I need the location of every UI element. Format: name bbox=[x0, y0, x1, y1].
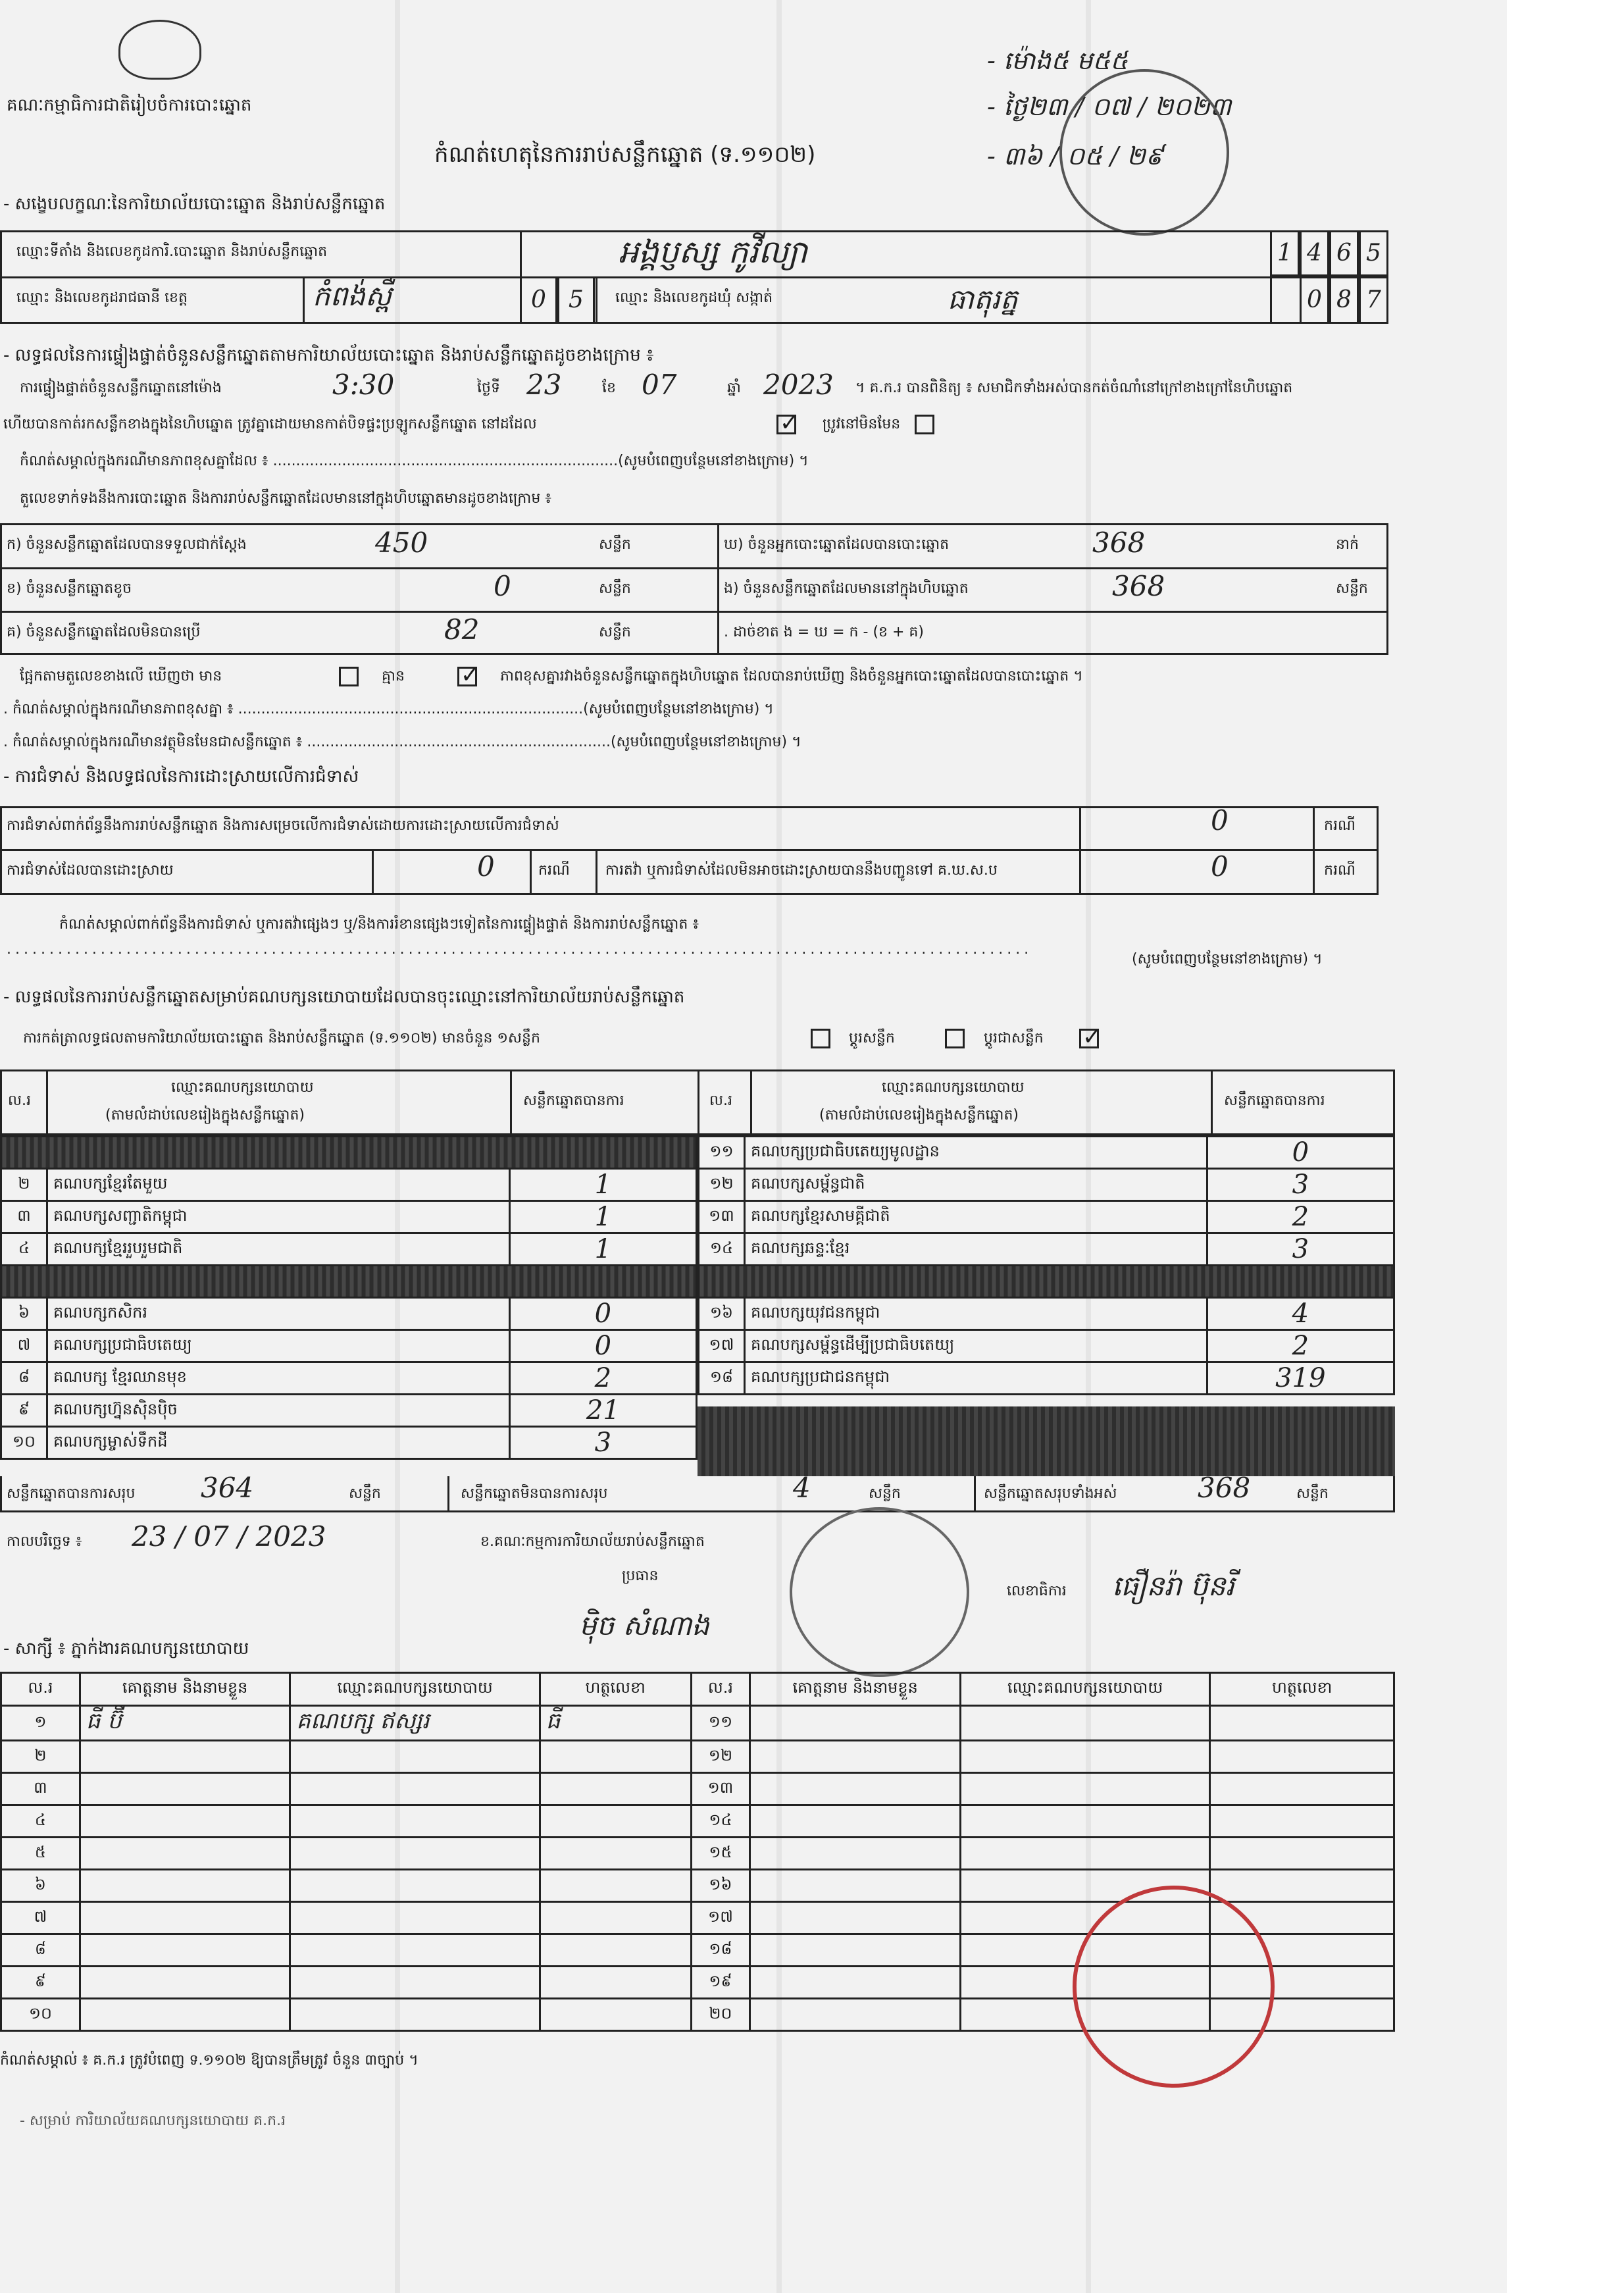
voters-count-value: 368 bbox=[1092, 527, 1146, 559]
party-name: គណបក្សឆន្ទៈខ្មែរ bbox=[744, 1233, 1207, 1266]
witness-party bbox=[290, 1805, 540, 1838]
witness-name bbox=[80, 1741, 290, 1773]
section5-heading: - សាក្សី ៖ ភ្នាក់ងារគណបក្សនយោបាយ bbox=[3, 1639, 249, 1659]
witness-row bbox=[1, 1706, 1394, 1741]
committee-label: ខ.គណៈកម្មការការិយាល័យរាប់សន្លឹកឆ្នោត bbox=[480, 1533, 705, 1550]
unit-case: ករណី bbox=[538, 862, 570, 879]
result-row bbox=[699, 1330, 1394, 1362]
unused-rows-shading bbox=[698, 1406, 1395, 1476]
date-label: កាលបរិច្ឆេទ ៖ bbox=[7, 1533, 82, 1550]
party-votes: 0 bbox=[509, 1330, 696, 1362]
unit-ballot: សន្លឹក bbox=[599, 580, 631, 597]
witness-party bbox=[290, 1967, 540, 1999]
verify-time-label: ការផ្ទៀងផ្ទាត់ចំនួនសន្លឹកឆ្នោតនៅម៉ោង bbox=[20, 380, 222, 396]
party-number: ១៦ bbox=[699, 1298, 745, 1330]
pages-one-checkbox[interactable] bbox=[811, 1029, 830, 1048]
party-votes: 1 bbox=[509, 1233, 696, 1266]
agency-name: គណៈកម្មាធិការជាតិរៀបចំការបោះឆ្នោត bbox=[7, 95, 252, 115]
witness-name bbox=[80, 1805, 290, 1838]
pages-three-label: ប្តូរជាសន្លឹក bbox=[984, 1030, 1044, 1046]
verify-month: 07 bbox=[642, 369, 677, 401]
unresolved-label: ការតវ៉ា ឬការជំទាស់ដែលមិនអាចដោះស្រាយបាននឹងបញ្ជូនទៅ គ.ឃ.ស.ប bbox=[605, 862, 998, 879]
witness-signature bbox=[1210, 1870, 1394, 1902]
result-row bbox=[699, 1362, 1394, 1395]
withdrawn-party-shading bbox=[1, 1266, 697, 1298]
chair-name: ម៉ិច សំណាង bbox=[579, 1609, 709, 1641]
witness-name bbox=[80, 1967, 290, 1999]
discrepancy-note: . កំណត់សម្គាល់ក្នុងករណីមានភាពខុសគ្នា ៖ ...........................................................................(សូមបំពេញបន្ថែមនៅខាងក្រោម) ។ bbox=[3, 701, 774, 717]
handwritten-ref-2: - ថ្ងៃ២៣ / ០៧ / ២០២៣ bbox=[987, 92, 1232, 121]
unit-ballot: សន្លឹក bbox=[1336, 580, 1368, 597]
witness-signature bbox=[540, 1967, 691, 1999]
party-name: គណបក្សខ្មែរតែមួយ bbox=[47, 1169, 509, 1201]
party-name: គណបក្សខ្មែរសាមគ្គីជាតិ bbox=[744, 1201, 1207, 1233]
witness-col-header: ឈ្មោះគណបក្សនយោបាយ bbox=[290, 1673, 540, 1706]
province-label: ឈ្មោះ និងលេខកូដរាជធានី ខេត្ត bbox=[16, 290, 188, 306]
party-votes: 0 bbox=[1207, 1137, 1394, 1169]
witness-party bbox=[290, 1773, 540, 1805]
party-name: គណបក្សប្រជាធិបតេយ្យ bbox=[47, 1330, 509, 1362]
commune-value: ធាតុរត្ន bbox=[948, 283, 1018, 315]
unit-ballot: សន្លឹក bbox=[599, 536, 631, 553]
discrepancy-intro: ផ្អែកតាមតួលេខខាងលើ ឃើញថា មាន bbox=[20, 668, 222, 684]
results-right-table bbox=[698, 1135, 1395, 1395]
witness-col-header: ល.រ bbox=[1, 1673, 80, 1706]
witness-col-header: ហត្ថលេខា bbox=[540, 1673, 691, 1706]
verify-day: 23 bbox=[526, 369, 562, 401]
witness-row bbox=[1, 1773, 1394, 1805]
col-party-sub: (តាមលំដាប់លេខរៀងក្នុងសន្លឹកឆ្នោត) bbox=[105, 1107, 305, 1123]
witness-party bbox=[960, 1773, 1209, 1805]
witness-name bbox=[80, 1902, 290, 1934]
witness-name bbox=[80, 1773, 290, 1805]
handwritten-ref-3: - ៣៦ / ០៥ / ២៩ bbox=[987, 142, 1163, 170]
unit-ballot: សន្លឹក bbox=[599, 624, 631, 640]
party-number: ១៧ bbox=[699, 1330, 745, 1362]
party-number: ២ bbox=[1, 1169, 47, 1201]
red-official-seal bbox=[1073, 1886, 1275, 2088]
nec-emblem bbox=[118, 20, 201, 80]
code-digit: 7 bbox=[1359, 276, 1388, 324]
result-row bbox=[1, 1330, 697, 1362]
footer-note: កំណត់សម្គាល់ ៖ គ.ក.រ ត្រូវបំពេញ ទ.១១០២ ឱ្យបានត្រឹមត្រូវ ចំនួន ៣ច្បាប់ ។ bbox=[0, 2052, 419, 2069]
witness-name bbox=[750, 1967, 961, 1999]
sum-invalid: 4 bbox=[793, 1472, 811, 1504]
col-party: ឈ្មោះគណបក្សនយោបាយ bbox=[882, 1079, 1025, 1096]
witness-name bbox=[750, 1838, 961, 1870]
form-title: កំណត់ហេតុនៃការរាប់សន្លឹកឆ្នោត (ទ.១១០២) bbox=[434, 142, 816, 168]
witness-signature bbox=[540, 1934, 691, 1967]
party-votes: 3 bbox=[1207, 1169, 1394, 1201]
witness-party bbox=[960, 1706, 1209, 1741]
party-name: គណបក្សហ្វ៊ុនស៊ិនប៉ិច bbox=[47, 1395, 509, 1427]
witness-signature bbox=[1210, 1741, 1394, 1773]
pages-intro: ការកត់ត្រាលទ្ធផលតាមការិយាល័យបោះឆ្នោត និងរាប់សន្លឹកឆ្នោត (ទ.១១០២) មានចំនួន ១សន្លឹក bbox=[23, 1030, 540, 1046]
section1-heading: - សង្ខេបលក្ខណៈនៃការិយាល័យបោះឆ្នោត និងរាប់សន្លឹកឆ្នោត bbox=[3, 194, 386, 214]
sum-valid: 364 bbox=[201, 1472, 254, 1504]
party-name: គណបក្សប្រជាជនកម្ពុជា bbox=[744, 1362, 1207, 1395]
seal-intact-no-label: ប្រូវនៅមិនមែន bbox=[823, 416, 901, 432]
verify-year: 2023 bbox=[763, 369, 834, 401]
party-votes: 4 bbox=[1207, 1298, 1394, 1330]
footer-note-2: - សម្រាប់ ការិយាល័យគណបក្សនយោបាយ គ.ក.រ bbox=[20, 2113, 286, 2129]
witness-signature bbox=[540, 1773, 691, 1805]
witness-number: ២ bbox=[1, 1741, 80, 1773]
witness-col-header: ល.រ bbox=[691, 1673, 750, 1706]
party-name: គណបក្សប្រជាធិបតេយ្យមូលដ្ឋាន bbox=[744, 1137, 1207, 1169]
party-votes: 3 bbox=[509, 1427, 696, 1459]
top-right-stamp bbox=[1059, 69, 1229, 236]
witness-number: ១ bbox=[1, 1706, 80, 1741]
party-number: ៧ bbox=[1, 1330, 47, 1362]
party-votes: 3 bbox=[1207, 1233, 1394, 1266]
pages-two-label: ប្តូរសន្លឹក bbox=[849, 1030, 895, 1046]
party-number: ៤ bbox=[1, 1233, 47, 1266]
voters-count-label: ឃ) ចំនួនអ្នកបោះឆ្នោតដែលបានបោះឆ្នោត bbox=[724, 536, 950, 553]
witness-signature bbox=[1210, 1773, 1394, 1805]
ballots-in-box-label: ង) ចំនួនសន្លឹកឆ្នោតដែលមាននៅក្នុងហិបឆ្នោត bbox=[724, 580, 969, 597]
result-row bbox=[699, 1233, 1394, 1266]
witness-party: គណបក្ស ឥស្សរ bbox=[290, 1706, 540, 1741]
verify-day-label: ថ្ងៃទី bbox=[477, 380, 500, 396]
code-digit: 5 bbox=[557, 276, 595, 324]
sum-total-label: សន្លឹកឆ្នោតសរុបទាំងអស់ bbox=[984, 1485, 1117, 1502]
foreign-object-note: . កំណត់សម្គាល់ក្នុងករណីមានវត្ថុមិនមែនជាសន្លឹកឆ្នោត ៖ ..................................................................(សូមបំពេញបន្ថែមនៅខាងក្រោម) ។ bbox=[3, 734, 801, 750]
witness-number: ៩ bbox=[1, 1967, 80, 1999]
result-row bbox=[699, 1201, 1394, 1233]
result-row bbox=[1, 1233, 697, 1266]
witness-party bbox=[960, 1805, 1209, 1838]
witness-signature bbox=[540, 1999, 691, 2031]
witness-signature: ធី bbox=[540, 1706, 691, 1741]
unit-case: ករណី bbox=[1324, 817, 1356, 834]
witness-number: ១៦ bbox=[691, 1870, 750, 1902]
complaints-label: ការជំទាស់ពាក់ព័ន្ធនឹងការរាប់សន្លឹកឆ្នោត និងការសម្រេចលើការជំទាស់ដោយការដោះស្រាយលើការជំទាស់ bbox=[7, 817, 559, 834]
witness-number: ១៩ bbox=[691, 1967, 750, 1999]
unit-ballot: សន្លឹក bbox=[349, 1485, 381, 1502]
spoiled-ballots-label: ខ) ចំនួនសន្លឹកឆ្នោតខូច bbox=[7, 580, 132, 597]
witness-name bbox=[80, 1870, 290, 1902]
witness-signature bbox=[540, 1870, 691, 1902]
sum-invalid-label: សន្លឹកឆ្នោតមិនបានការសរុប bbox=[461, 1485, 608, 1502]
witness-signature bbox=[540, 1838, 691, 1870]
result-row bbox=[1, 1266, 697, 1298]
witness-name bbox=[750, 1773, 961, 1805]
code-digit: 4 bbox=[1300, 230, 1329, 276]
discrepancy-no-checkbox[interactable] bbox=[457, 667, 477, 686]
witness-signature bbox=[1210, 1838, 1394, 1870]
pages-three-checkbox[interactable] bbox=[1079, 1029, 1099, 1048]
party-name: គណបក្សម្ចាស់ទឹកដី bbox=[47, 1427, 509, 1459]
resolved-label: ការជំទាស់ដែលបានដោះស្រាយ bbox=[7, 862, 174, 879]
party-number: ៣ bbox=[1, 1201, 47, 1233]
complaints-note-end: (សូមបំពេញបន្ថែមនៅខាងក្រោម) ។ bbox=[1132, 951, 1323, 967]
witness-number: ១០ bbox=[1, 1999, 80, 2031]
verify-line1-tail: ។ គ.ក.រ បានពិនិត្យ ៖ សមាជិកទាំងអស់បានកត់ចំណាំនៅក្រៅខាងក្រៅនៃហិបឆ្នោត bbox=[855, 380, 1293, 396]
ballots-in-box-value: 368 bbox=[1112, 570, 1165, 602]
result-row bbox=[1, 1169, 697, 1201]
witness-name bbox=[750, 1999, 961, 2031]
witness-number: ១៨ bbox=[691, 1934, 750, 1967]
witness-number: ៦ bbox=[1, 1870, 80, 1902]
party-votes: 2 bbox=[1207, 1330, 1394, 1362]
witness-row bbox=[1, 1805, 1394, 1838]
result-row bbox=[699, 1137, 1394, 1169]
witness-number: ១៧ bbox=[691, 1902, 750, 1934]
handwritten-ref-1: - ម៉ោង៥ ម៥៥ bbox=[987, 46, 1129, 75]
party-votes: 2 bbox=[1207, 1201, 1394, 1233]
seal-intact-no-checkbox[interactable] bbox=[915, 415, 934, 434]
complaints-note: កំណត់សម្គាល់ពាក់ព័ន្ធនឹងការជំទាស់ ឬការតវ៉ាផ្សេងៗ ឬ/និងការរំខានផ្សេងៗទៀតនៃការផ្ទៀងផ្ទាត់ និងការរាប់សន្លឹកឆ្នោត ៖ bbox=[59, 916, 699, 933]
result-row bbox=[699, 1169, 1394, 1201]
code-digit: 8 bbox=[1329, 276, 1359, 324]
witness-party bbox=[290, 1902, 540, 1934]
party-number: ១២ bbox=[699, 1169, 745, 1201]
witness-number: ១៣ bbox=[691, 1773, 750, 1805]
discrepancy-yes-checkbox[interactable] bbox=[339, 667, 359, 686]
witness-party bbox=[960, 1741, 1209, 1773]
party-name: គណបក្សកសិករ bbox=[47, 1298, 509, 1330]
code-digit: 5 bbox=[1359, 230, 1388, 276]
secretary-name: ធឿនរ៉ា ប៊ុនរី bbox=[1112, 1570, 1234, 1602]
result-row bbox=[1, 1427, 697, 1459]
party-number: ១១ bbox=[699, 1137, 745, 1169]
section4-heading: - លទ្ធផលនៃការរាប់សន្លឹកឆ្នោតសម្រាប់គណបក្សនយោបាយដែលបានចុះឈ្មោះនៅការិយាល័យរាប់សន្លឹកឆ្នោត bbox=[3, 987, 685, 1007]
witness-number: ៤ bbox=[1, 1805, 80, 1838]
witness-party bbox=[960, 1838, 1209, 1870]
witness-header-row bbox=[1, 1673, 1394, 1706]
col-no: ល.រ bbox=[8, 1093, 31, 1109]
witness-signature bbox=[540, 1805, 691, 1838]
sum-total: 368 bbox=[1198, 1472, 1251, 1504]
witness-number: ១៤ bbox=[691, 1805, 750, 1838]
formula: . ដាច់ខាត ង = ឃ = ក - (ខ + គ) bbox=[724, 624, 924, 640]
witness-number: ៥ bbox=[1, 1838, 80, 1870]
party-number: ៩ bbox=[1, 1395, 47, 1427]
discrepancy-no-label: គ្មាន bbox=[382, 668, 405, 684]
party-number: ៨ bbox=[1, 1362, 47, 1395]
party-name: គណបក្សយុវជនកម្ពុជា bbox=[744, 1298, 1207, 1330]
resolved-value: 0 bbox=[477, 850, 495, 883]
witness-col-header: គោត្តនាម និងនាមខ្លួន bbox=[750, 1673, 961, 1706]
chair-label: ប្រធាន bbox=[622, 1568, 659, 1584]
party-number: ១៨ bbox=[699, 1362, 745, 1395]
spoiled-ballots-value: 0 bbox=[494, 570, 511, 602]
result-row bbox=[699, 1298, 1394, 1330]
witness-name bbox=[80, 1999, 290, 2031]
party-votes: 1 bbox=[509, 1201, 696, 1233]
witness-party bbox=[290, 1934, 540, 1967]
verify-year-label: ឆ្នាំ bbox=[727, 380, 741, 396]
witness-number: ៧ bbox=[1, 1902, 80, 1934]
witness-name bbox=[750, 1805, 961, 1838]
witness-signature bbox=[540, 1902, 691, 1934]
party-name: គណបក្សសម្ព័ន្ធជាតិ bbox=[744, 1169, 1207, 1201]
party-number: ១៤ bbox=[699, 1233, 745, 1266]
withdrawn-party-shading bbox=[699, 1266, 1394, 1298]
verify-line2: ហើយបានកាត់រកសន្លឹកខាងក្នុងនៃហិបឆ្នោត ត្រូវគ្នាដោយមានកាត់បិទផ្ទះប្រឡូកសន្លឹកឆ្នោត នៅដដែល bbox=[3, 416, 537, 432]
witness-name: ធី ប៊ី bbox=[80, 1706, 290, 1741]
results-left-table bbox=[0, 1135, 698, 1460]
result-row bbox=[1, 1137, 697, 1169]
result-row bbox=[1, 1298, 697, 1330]
col-votes: សន្លឹកឆ្នោតបានការ bbox=[1224, 1093, 1325, 1109]
result-row bbox=[699, 1266, 1394, 1298]
party-votes: 0 bbox=[509, 1298, 696, 1330]
witness-party bbox=[290, 1741, 540, 1773]
witness-number: ៨ bbox=[1, 1934, 80, 1967]
unit-ballot: សន្លឹក bbox=[869, 1485, 901, 1502]
sum-valid-label: សន្លឹកឆ្នោតបានការសរុប bbox=[7, 1485, 136, 1502]
party-votes: 1 bbox=[509, 1169, 696, 1201]
party-name: គណបក្សសញ្ជាតិកម្ពុជា bbox=[47, 1201, 509, 1233]
witness-name bbox=[750, 1870, 961, 1902]
party-number: ១០ bbox=[1, 1427, 47, 1459]
party-name: គណបក្សសម្ព័ន្ធដើម្បីប្រជាធិបតេយ្យ bbox=[744, 1330, 1207, 1362]
col-votes: សន្លឹកឆ្នោតបានការ bbox=[523, 1093, 624, 1109]
unused-ballots-label: គ) ចំនួនសន្លឹកឆ្នោតដែលមិនបានប្រើ bbox=[7, 624, 201, 640]
verify-month-label: ខែ bbox=[602, 380, 616, 396]
unused-ballots-value: 82 bbox=[444, 613, 480, 646]
witness-row bbox=[1, 1838, 1394, 1870]
col-party-sub: (តាមលំដាប់លេខរៀងក្នុងសន្លឹកឆ្នោត) bbox=[819, 1107, 1019, 1123]
code-digit: 1 bbox=[1270, 230, 1300, 276]
unit-ballot: សន្លឹក bbox=[1296, 1485, 1329, 1502]
code-digit: 0 bbox=[1300, 276, 1329, 324]
witness-row bbox=[1, 1741, 1394, 1773]
location-label: ឈ្មោះទីតាំង និងលេខកូដការិ.បោះឆ្នោត និងរាប់សន្លឹកឆ្នោត bbox=[16, 244, 328, 260]
witness-number: ១៥ bbox=[691, 1838, 750, 1870]
witness-name bbox=[750, 1934, 961, 1967]
section2-heading: - លទ្ធផលនៃការផ្ទៀងផ្ទាត់ចំនួនសន្លឹកឆ្នោតតាមការិយាល័យបោះឆ្នោត និងរាប់សន្លឹកឆ្នោតដូចខាងក្រោម ៖ bbox=[3, 346, 654, 365]
party-votes: 2 bbox=[509, 1362, 696, 1395]
witness-signature bbox=[1210, 1805, 1394, 1838]
unit-person: នាក់ bbox=[1336, 536, 1359, 553]
col-party: ឈ្មោះគណបក្សនយោបាយ bbox=[171, 1079, 314, 1096]
witness-name bbox=[750, 1902, 961, 1934]
party-name: គណបក្ស ខ្មែរឈានមុខ bbox=[47, 1362, 509, 1395]
pages-two-checkbox[interactable] bbox=[945, 1029, 965, 1048]
party-number: ១៣ bbox=[699, 1201, 745, 1233]
party-votes: 319 bbox=[1207, 1362, 1394, 1395]
section3-heading: - ការជំទាស់ និងលទ្ធផលនៃការដោះស្រាយលើការជំទាស់ bbox=[3, 767, 359, 786]
witness-col-header: ឈ្មោះគណបក្សនយោបាយ bbox=[960, 1673, 1209, 1706]
code-digit: 6 bbox=[1329, 230, 1359, 276]
verify-note: កំណត់សម្គាល់ក្នុងករណីមានភាពខុសគ្នាដែល ៖ ...........................................................................(សូមបំពេញបន្ថែមនៅខាងក្រោម) ។ bbox=[20, 453, 809, 469]
code-digit: 0 bbox=[520, 276, 557, 324]
discrepancy-text: ភាពខុសគ្នារវាងចំនួនសន្លឹកឆ្នោតក្នុងហិបឆ្នោត ដែលបានរាប់ឃើញ និងចំនួនអ្នកបោះឆ្នោតដែលបានបោះឆ្នោត ។ bbox=[500, 668, 1083, 684]
party-votes: 21 bbox=[509, 1395, 696, 1427]
witness-col-header: គោត្តនាម និងនាមខ្លួន bbox=[80, 1673, 290, 1706]
province-value: កំពង់ស្ពឺ bbox=[313, 280, 392, 312]
verify-time: 3:30 bbox=[332, 369, 395, 401]
unit-case: ករណី bbox=[1324, 862, 1356, 879]
witness-name bbox=[750, 1741, 961, 1773]
result-row bbox=[1, 1395, 697, 1427]
witness-party bbox=[290, 1870, 540, 1902]
unresolved-value: 0 bbox=[1211, 850, 1229, 883]
dotted-line: ........................................................................................................................ bbox=[7, 941, 1033, 958]
witness-number: ១១ bbox=[691, 1706, 750, 1741]
party-number: ៦ bbox=[1, 1298, 47, 1330]
witness-name bbox=[750, 1706, 961, 1741]
received-ballots-label: ក) ចំនួនសន្លឹកឆ្នោតដែលបានទទួលជាក់ស្តែង bbox=[7, 536, 247, 553]
col-no: ល.រ bbox=[709, 1093, 732, 1109]
figures-intro: តួលេខទាក់ទងនឹងការបោះឆ្នោត និងការរាប់សន្លឹកឆ្នោតដែលមាននៅក្នុងហិបឆ្នោតមានដូចខាងក្រោម ៖ bbox=[20, 490, 551, 507]
witness-number: ២០ bbox=[691, 1999, 750, 2031]
seal-intact-yes-checkbox[interactable] bbox=[776, 415, 796, 434]
result-row bbox=[1, 1201, 697, 1233]
witness-col-header: ហត្ថលេខា bbox=[1210, 1673, 1394, 1706]
witness-number: ១២ bbox=[691, 1741, 750, 1773]
commune-label: ឈ្មោះ និងលេខកូដឃុំ សង្កាត់ bbox=[615, 290, 773, 306]
witness-number: ៣ bbox=[1, 1773, 80, 1805]
location-value: អង្គប្ញស្ស កូវីល្យា bbox=[619, 234, 807, 271]
witness-name bbox=[80, 1934, 290, 1967]
witness-signature bbox=[540, 1741, 691, 1773]
witness-party bbox=[290, 1838, 540, 1870]
secretary-label: លេខាធិការ bbox=[1007, 1583, 1067, 1599]
witness-party bbox=[290, 1999, 540, 2031]
complaints-value: 0 bbox=[1211, 804, 1229, 837]
withdrawn-party-shading bbox=[1, 1137, 697, 1169]
received-ballots-value: 450 bbox=[375, 527, 428, 559]
date-value: 23 / 07 / 2023 bbox=[132, 1520, 326, 1553]
witness-name bbox=[80, 1838, 290, 1870]
committee-stamp bbox=[790, 1507, 969, 1677]
result-row bbox=[1, 1362, 697, 1395]
witness-signature bbox=[1210, 1706, 1394, 1741]
party-name: គណបក្សខ្មែររួបរួមជាតិ bbox=[47, 1233, 509, 1266]
